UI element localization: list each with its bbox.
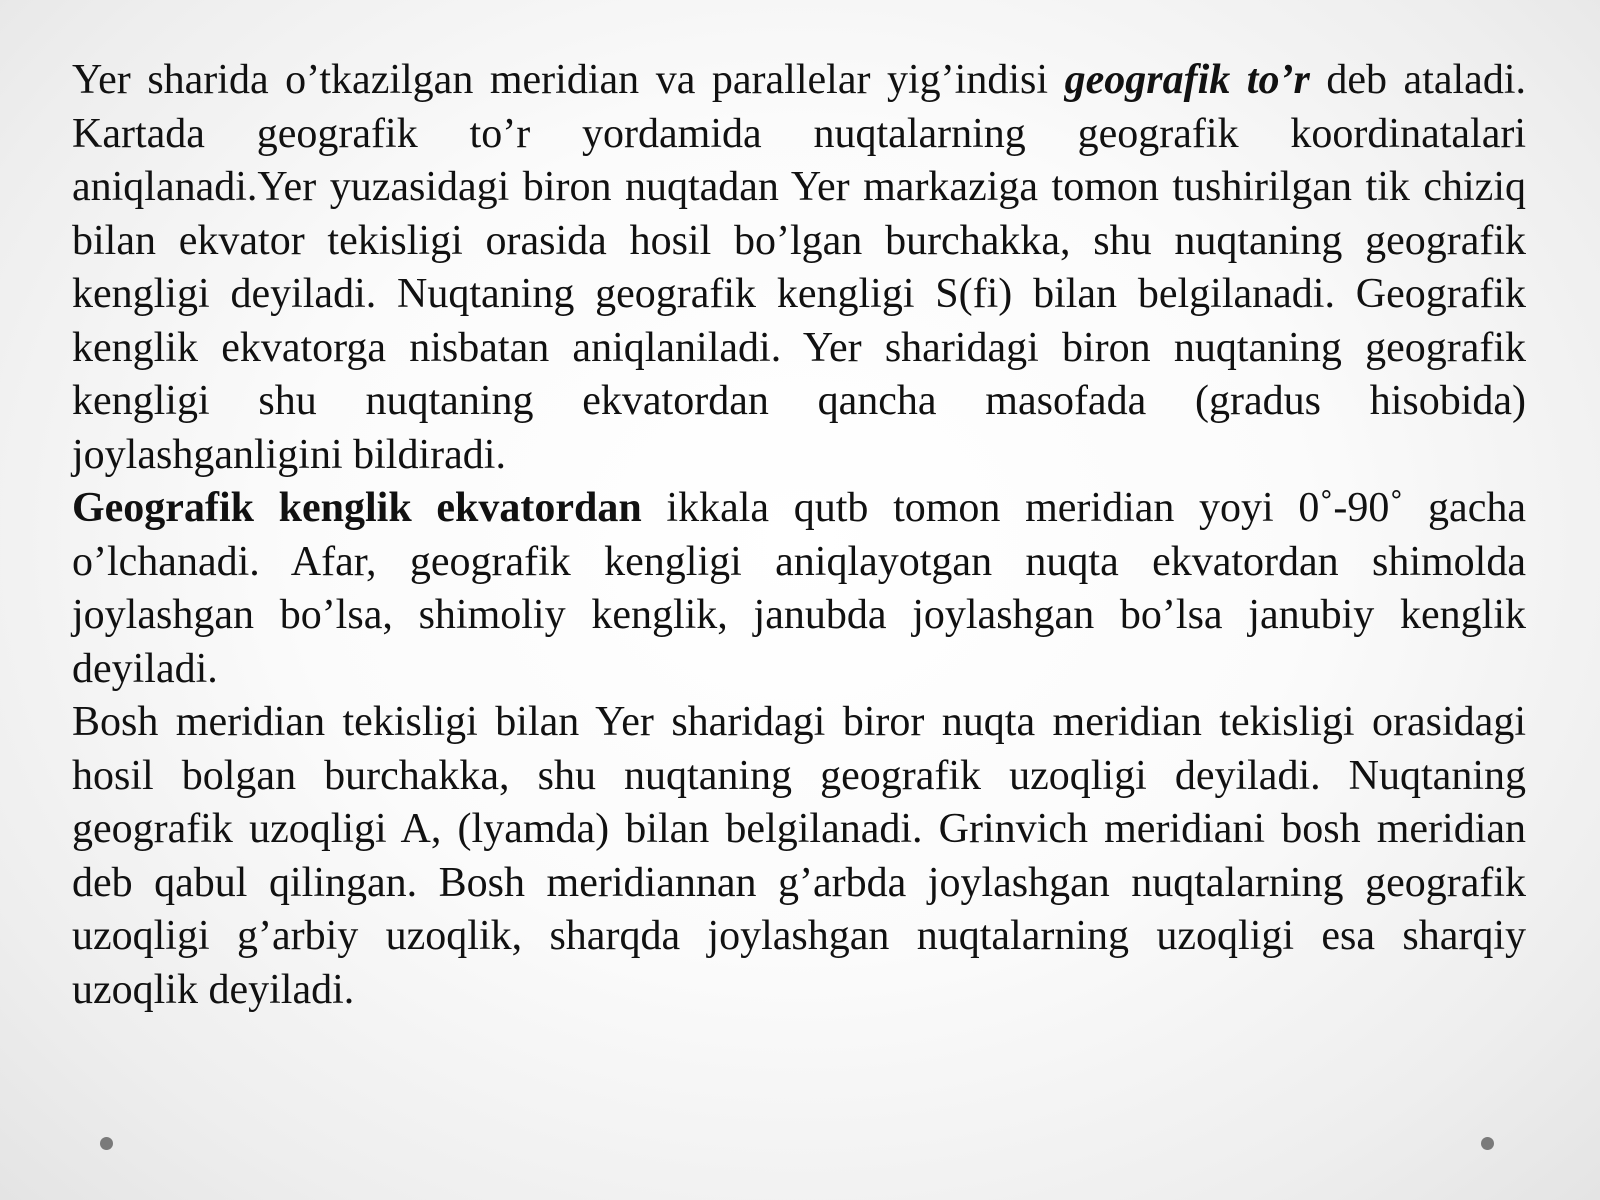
text-segment: Bosh meridian tekisligi bilan Yer sharidagi biror nuqta meridian tekisligi orasidagi hosil bolgan burchakka, shu nuqtaning geografik uzoqligi deyiladi. Nuqtaning geografik uzoqligi A, (lyamda) bilan belgilanadi. Grinvich meridiani bosh meridian deb qabul qilingan. Bosh meridiannan g’arbda joylashgan nuqtalarning geografik uzoqligi g’arbiy uzoqlik, sharqda joylashgan nuqtalarning uzoqligi esa sharqiy uzoqlik deyiladi.	[72, 699, 1526, 1013]
text-segment: Yer sharida o’tkazilgan meridian va parallelar yig’indisi	[72, 57, 1065, 103]
paragraph-longitude	[72, 696, 1526, 1017]
right-decoration-dot	[1481, 1137, 1494, 1150]
paragraph-geographic-grid	[72, 54, 1526, 482]
term-geografik-tor: geografik to’r	[1064, 57, 1310, 103]
text-segment: ikkala qutb tomon meridian yoyi 0˚-90˚ gacha o’lchanadi. Afar, geografik kengligi aniqlayotgan nuqta ekvatordan shimolda joylashgan bo’lsa, shimoliy kenglik, janubda joylashgan bo’lsa janubiy kenglik deyiladi.	[72, 485, 1526, 692]
text-segment: deb ataladi. Kartada geografik to’r yordamida nuqtalarning geografik koordinatalari aniqlanadi.Yer yuzasidagi biron nuqtadan Yer markaziga tomon tushirilgan tik chiziq bilan ekvator tekisligi orasida hosil bo’lgan burchakka, shu nuqtaning geografik kengligi deyiladi. Nuqtaning geografik kengligi S(fi) bilan belgilanadi. Geografik kenglik ekvatorga nisbatan aniqlaniladi. Yer sharidagi biron nuqtaning geografik kengligi shu nuqtaning ekvatordan qancha masofada (gradus hisobida) joylashganligini bildiradi.	[72, 57, 1526, 478]
term-geografik-kenglik: Geografik kenglik ekvatordan	[72, 485, 642, 531]
paragraph-latitude	[72, 482, 1526, 696]
left-decoration-dot	[100, 1137, 113, 1150]
slide-body	[72, 54, 1526, 1017]
